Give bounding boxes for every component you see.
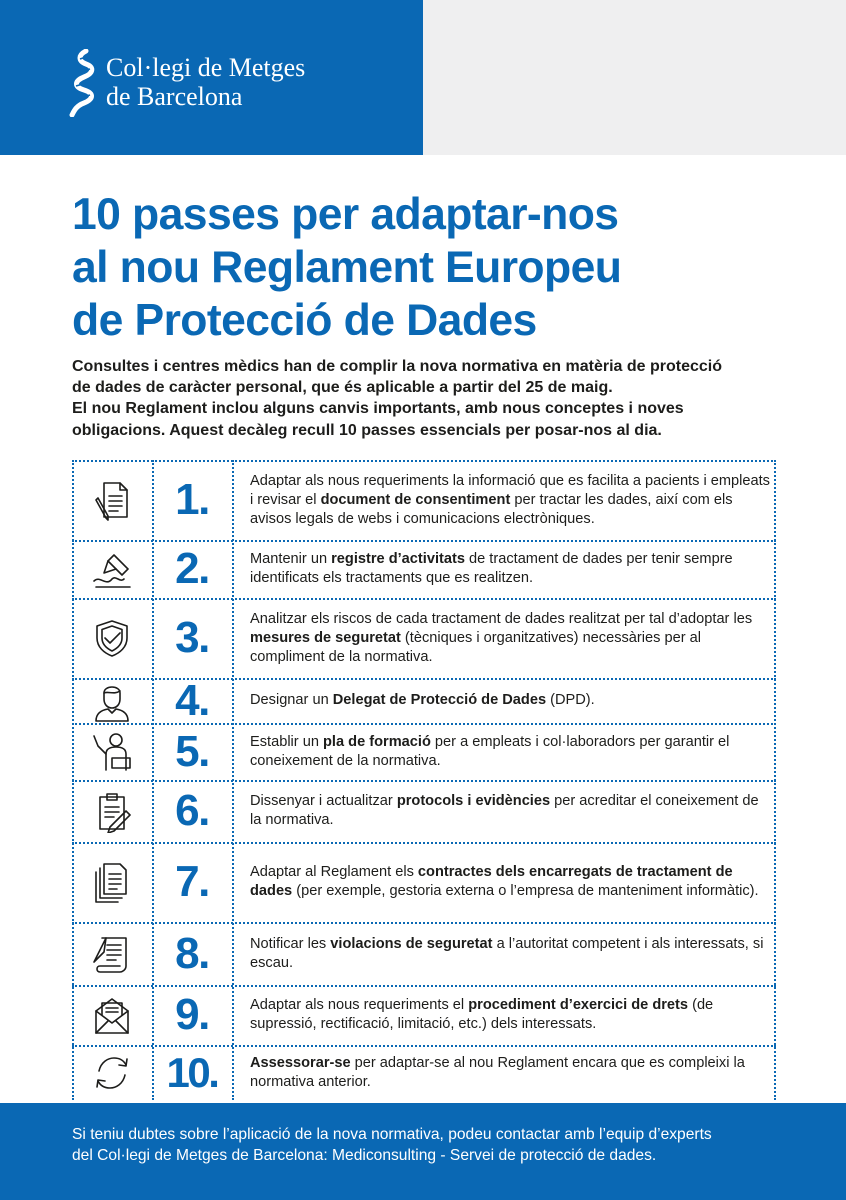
scroll-quill-icon: [72, 922, 152, 985]
step-description: [250, 460, 770, 540]
step-number: 8.: [175, 928, 209, 978]
step-number: 10.: [166, 1048, 218, 1096]
step-description: [250, 1045, 770, 1100]
envelope-letter-icon: [72, 985, 152, 1045]
step-description: [250, 723, 770, 780]
step-text: [250, 733, 770, 771]
step-row: [72, 1045, 776, 1100]
step-number: 6.: [175, 786, 209, 835]
intro-paragraph: [72, 356, 792, 441]
footer-line-2: del Col·legi de Metges de Barcelona: Mediconsulting - Servei de protecció de dades.: [72, 1147, 657, 1164]
step-text-post: de tractament de dades per tenir sempre identificats els tractaments que es realitzen.: [250, 551, 733, 586]
step-row: [72, 675, 776, 725]
logo-block: [0, 0, 423, 155]
step-text: [250, 472, 770, 529]
step-text-post: (per exemple, gestoria externa o l’empresa de manteniment informàtic).: [292, 883, 759, 899]
intro-line-2: de dades de caràcter personal, que és aplicable a partir del 25 de maig.: [72, 379, 613, 397]
step-text: [250, 1054, 770, 1092]
step-text-pre: Adaptar als nous requeriments la informació que es facilita a pacients i empleats i revisar el: [250, 472, 770, 508]
step-text-post: (DPD).: [546, 692, 595, 708]
footer-text: [72, 1124, 812, 1166]
step-text-pre: Establir un: [250, 733, 324, 750]
step-number: 5.: [175, 726, 209, 776]
intro-line-3: El nou Reglament inclou alguns canvis importants, amb nous conceptes i noves: [72, 400, 684, 418]
footer-line-1: Si teniu dubtes sobre l’aplicació de la nova normativa, podeu contactar amb l’equip d’experts: [72, 1126, 712, 1143]
step-row: [72, 598, 776, 678]
step-description: [250, 540, 770, 598]
step-number: 3.: [175, 613, 209, 662]
step-text-post: per tractar les dades, així com els avisos legals de webs i comunicacions electròniques.: [250, 491, 733, 527]
step-description: [250, 598, 770, 678]
step-text: [250, 996, 770, 1034]
step-row: [72, 842, 776, 922]
step-text-bold: protocols i evidències: [396, 793, 551, 809]
step-text-post: (tècniques i organitzatives) necessàries per al compliment de la normativa.: [250, 629, 702, 665]
step-text-bold: document de consentiment: [320, 491, 511, 508]
person-icon: [72, 678, 152, 723]
teacher-icon: [72, 723, 152, 780]
step-text-bold: mesures de seguretat: [250, 629, 401, 646]
logo-text: [106, 53, 305, 111]
step-description: [250, 985, 770, 1045]
step-text-post: a l’autoritat competent i als interessats, si escau.: [250, 935, 764, 971]
step-text-bold: violacions de seguretat: [330, 935, 493, 952]
intro-line-1: Consultes i centres mèdics han de complir la nova normativa en matèria de protecció: [72, 358, 722, 375]
step-description: [250, 780, 770, 842]
step-text-bold: contractes dels encarregats de tractament de dades: [250, 864, 733, 899]
refresh-arrows-icon: [72, 1045, 152, 1100]
page-title: [72, 188, 792, 347]
step-description: [250, 922, 770, 985]
step-text: [250, 550, 770, 588]
step-text-bold: Delegat de Protecció de Dades: [332, 692, 547, 708]
step-text-bold: procediment d’exercici de drets: [468, 997, 689, 1013]
serpent-logo-icon: [66, 49, 100, 117]
step-row: [72, 985, 776, 1045]
step-text: [250, 610, 770, 667]
step-text-post: per a empleats i col·laboradors per garantir el coneixement de la normativa.: [250, 733, 730, 769]
documents-stack-icon: [72, 842, 152, 922]
step-text-pre: Dissenyar i actualitzar: [250, 793, 397, 809]
step-description: [250, 842, 770, 922]
step-text-pre: Mantenir un: [250, 551, 332, 567]
step-text: [250, 691, 595, 710]
step-text-pre: Adaptar als nous requeriments el: [250, 997, 469, 1013]
step-text-pre: Adaptar al Reglament els: [250, 864, 418, 880]
step-text-pre: Analitzar els riscos de cada tractament de dades realitzat per tal d’adoptar les: [250, 610, 753, 627]
step-number: 9.: [175, 990, 209, 1039]
logo-line-1: Col·legi de Metges: [106, 53, 306, 82]
step-number: 1.: [175, 475, 209, 524]
title-line-3: de Protecció de Dades: [72, 296, 537, 345]
step-row: [72, 922, 776, 985]
step-row: [72, 780, 776, 842]
step-text-pre: Notificar les: [250, 935, 331, 952]
step-description: [250, 678, 770, 723]
step-row: [72, 723, 776, 780]
intro-line-4: obligacions. Aquest decàleg recull 10 passes essencials per posar-nos al dia.: [72, 421, 662, 439]
step-text-bold: Assessorar-se: [250, 1054, 351, 1071]
step-text-post: per adaptar-se al nou Reglament encara que es compleixi la normativa anterior.: [250, 1054, 745, 1090]
logo-line-2: de Barcelona: [106, 82, 243, 111]
step-text: [250, 792, 770, 830]
clipboard-pencil-icon: [72, 780, 152, 842]
title-line-2: al nou Reglament Europeu: [72, 243, 622, 292]
step-text-bold: registre d’activitats: [331, 551, 465, 567]
hand-writing-icon: [72, 540, 152, 598]
step-row: [72, 540, 776, 598]
title-line-1: 10 passes per adaptar-nos: [72, 190, 619, 239]
step-text: [250, 935, 770, 973]
step-text-post: (de supressió, rectificació, limitació, etc.) dels interessats.: [250, 997, 714, 1032]
step-number: 2.: [175, 544, 209, 593]
step-number: 4.: [175, 675, 209, 725]
steps-table: [72, 460, 776, 1100]
step-text-bold: pla de formació: [323, 733, 431, 750]
document-pencil-icon: [72, 460, 152, 540]
shield-check-icon: [72, 598, 152, 678]
step-number: 7.: [175, 857, 209, 906]
step-text: [250, 863, 770, 901]
step-text-pre: Designar un: [250, 692, 333, 708]
step-text-post: per acreditar el coneixement de la normativa.: [250, 793, 759, 828]
step-row: [72, 460, 776, 540]
